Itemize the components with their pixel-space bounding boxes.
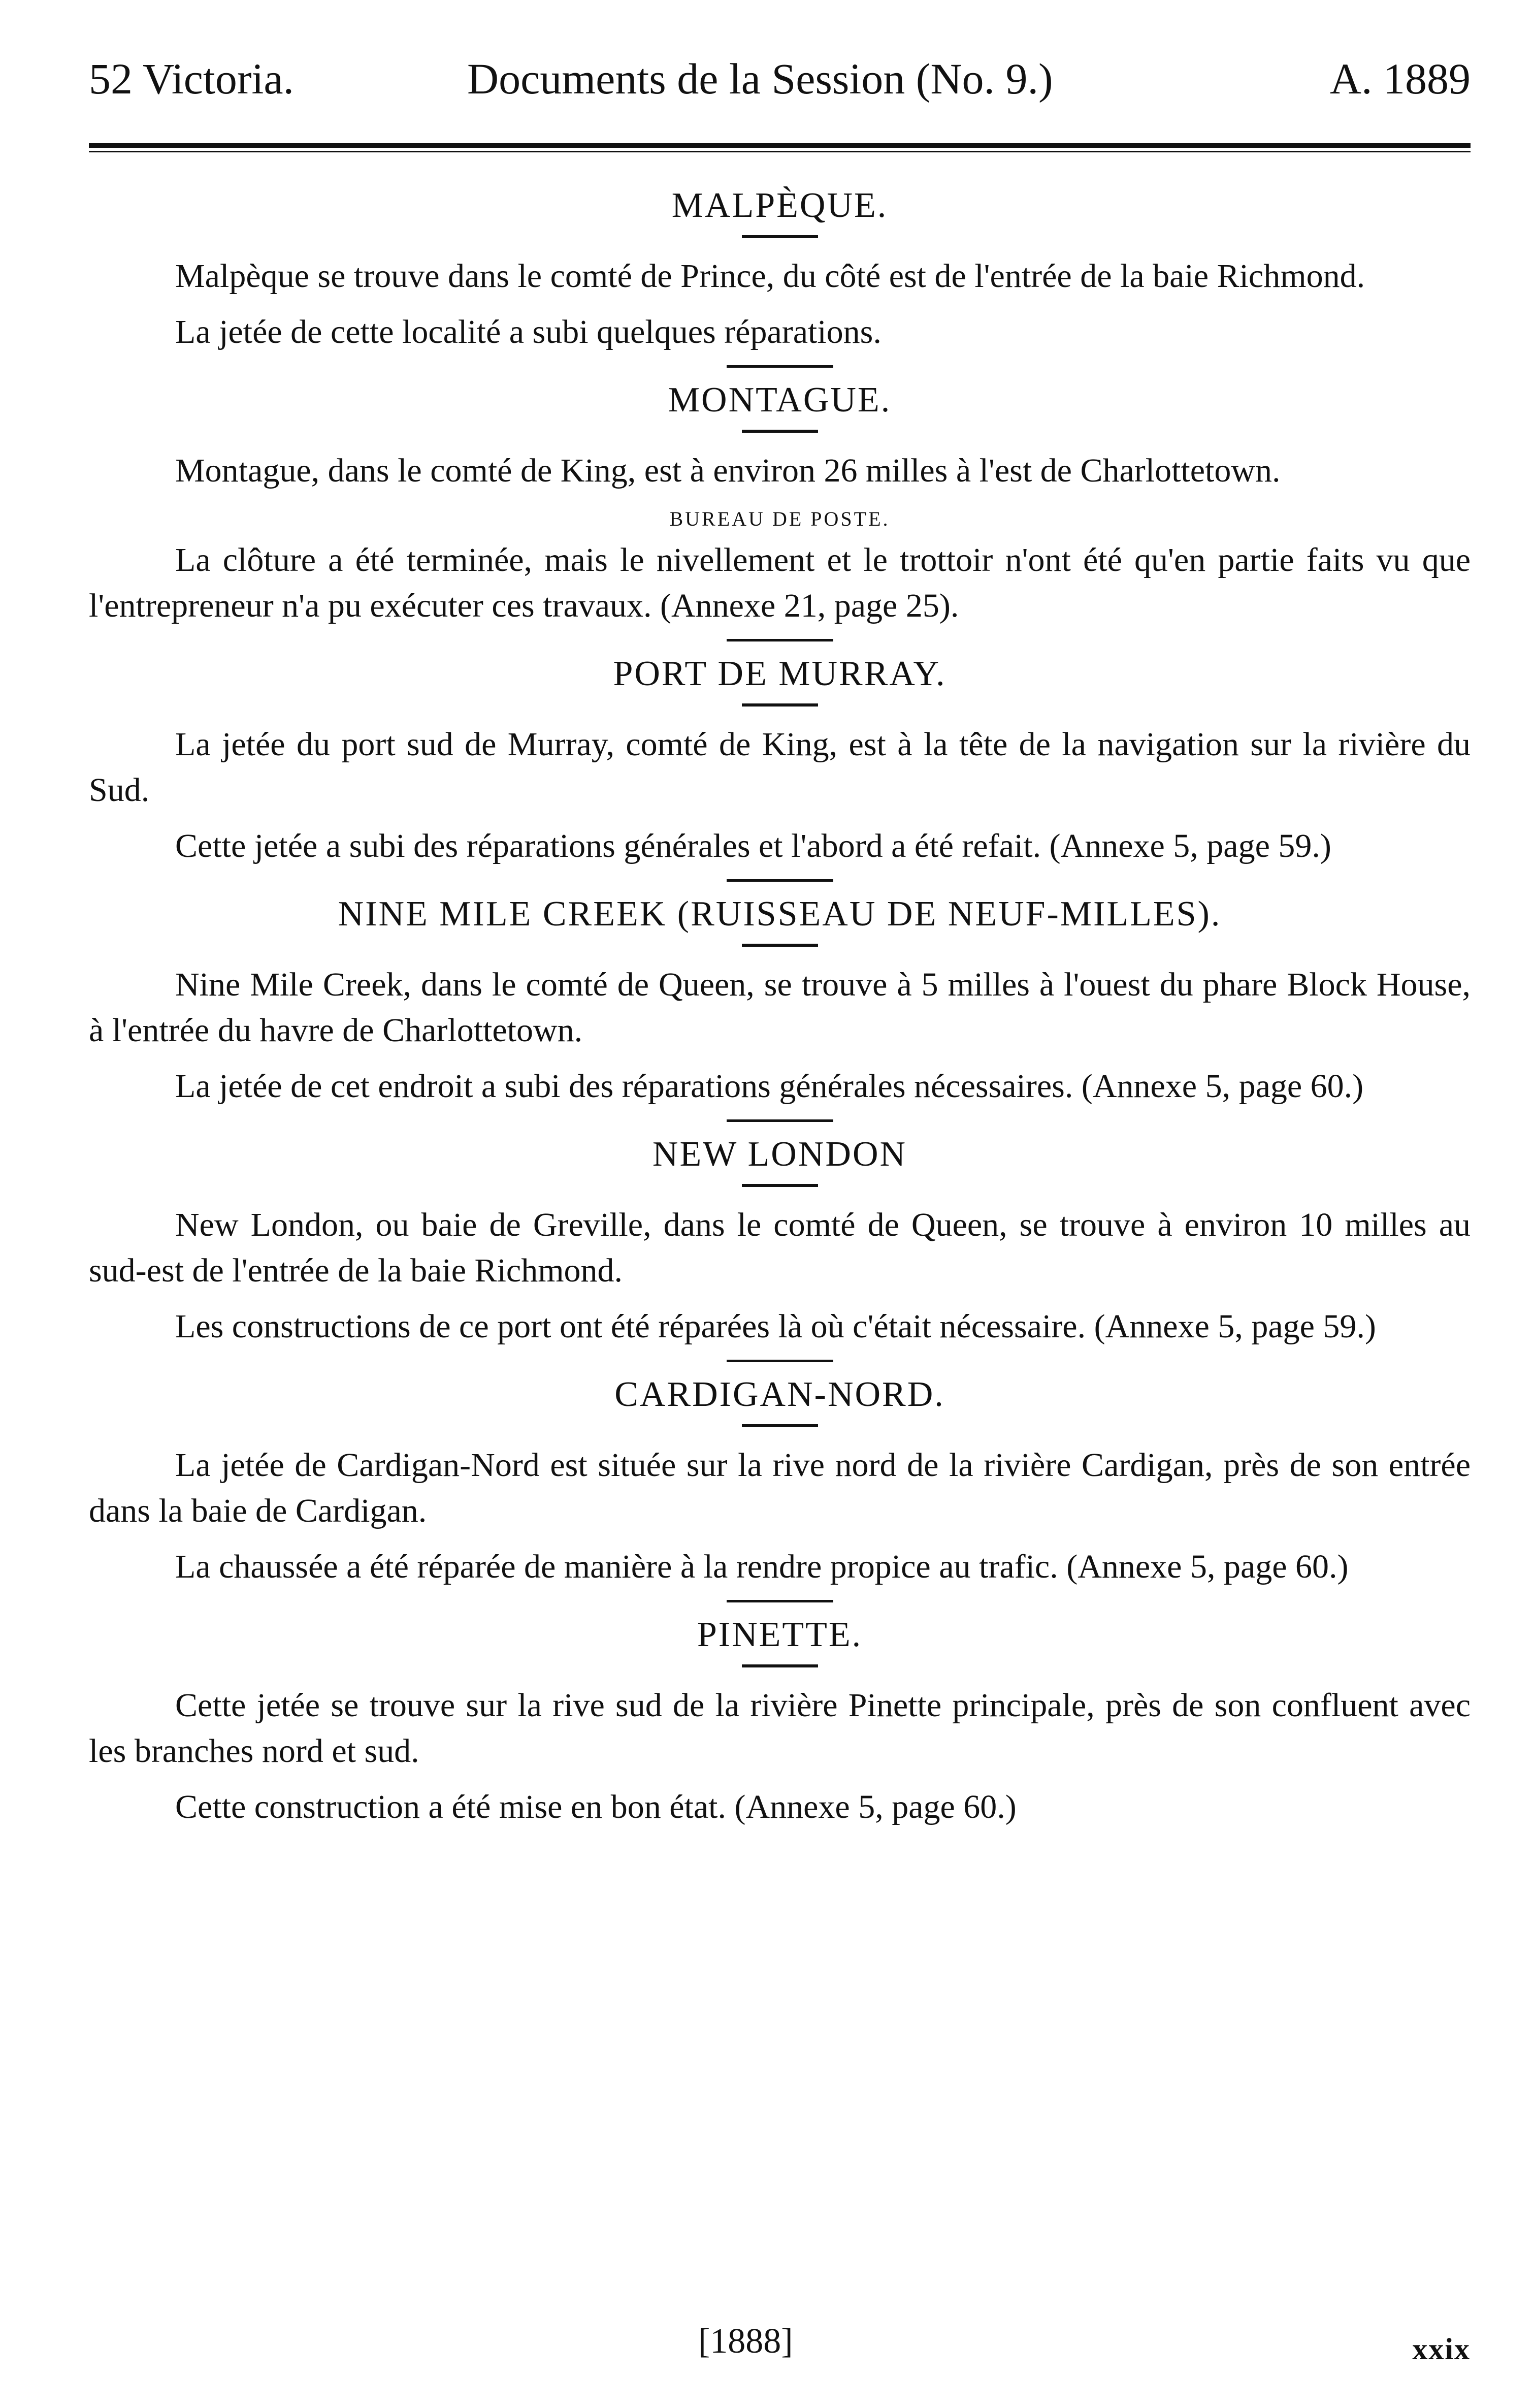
paragraph: Nine Mile Creek, dans le comté de Queen, se trouve à 5 milles à l'ouest du phare Block House, à l'entrée du havre de Charlottetown.: [89, 966, 1471, 1049]
paragraph: Montague, dans le comté de King, est à environ 26 milles à l'est de Charlottetown.: [175, 452, 1281, 489]
section-rule-top: [727, 639, 833, 641]
section-title: NEW LONDON: [652, 1135, 907, 1174]
running-head: [89, 53, 1471, 104]
subheading: BUREAU DE POSTE.: [669, 507, 890, 530]
section-title: MONTAGUE.: [668, 380, 892, 420]
section-rule: [742, 1184, 818, 1187]
header-year: A. 1889: [1329, 54, 1471, 103]
section-title: PORT DE MURRAY.: [613, 654, 946, 693]
paragraph: La jetée de cette localité a subi quelques réparations.: [175, 313, 882, 350]
section-rule-top: [727, 1119, 833, 1122]
section-title: CARDIGAN-NORD.: [614, 1375, 945, 1414]
section-montague: [89, 365, 1471, 629]
section-rule: [742, 944, 818, 947]
section-malpeque: [89, 180, 1471, 355]
section-rule: [742, 1424, 818, 1427]
section-rule-top: [727, 1360, 833, 1362]
paragraph: La jetée de cet endroit a subi des réparations générales nécessaires. (Annexe 5, page 60.): [175, 1068, 1364, 1105]
paragraph: La clôture a été terminée, mais le nivellement et le trottoir n'ont été qu'en partie faits vu que l'entrepreneur n'a pu exécuter ces travaux. (Annexe 21, page 25).: [89, 541, 1471, 624]
paragraph: Cette jetée se trouve sur la rive sud de la rivière Pinette principale, près de son confluent avec les branches nord et sud.: [89, 1687, 1471, 1770]
section-title: PINETTE.: [697, 1615, 863, 1654]
section-cardigan-nord: [89, 1360, 1471, 1590]
section-title: MALPÈQUE.: [671, 186, 888, 225]
paragraph: La chaussée a été réparée de manière à la rendre propice au trafic. (Annexe 5, page 60.): [175, 1548, 1349, 1585]
paragraph: La jetée du port sud de Murray, comté de King, est à la tête de la navigation sur la rivière du Sud.: [89, 726, 1471, 809]
page-footer: [89, 2319, 1471, 2369]
paragraph: La jetée de Cardigan-Nord est située sur la rive nord de la rivière Cardigan, près de son entrée dans la baie de Cardigan.: [89, 1447, 1471, 1529]
page-number: xxix: [1412, 2332, 1471, 2366]
header-rule: [89, 143, 1471, 152]
paragraph: New London, ou baie de Greville, dans le comté de Queen, se trouve à environ 10 milles au sud-est de l'entrée de la baie Richmond.: [89, 1206, 1471, 1289]
paragraph: Cette construction a été mise en bon état. (Annexe 5, page 60.): [175, 1788, 1017, 1825]
section-rule-top: [727, 1600, 833, 1602]
section-title: NINE MILE CREEK (RUISSEAU DE NEUF-MILLES).: [338, 894, 1222, 934]
paragraph: Malpèque se trouve dans le comté de Prince, du côté est de l'entrée de la baie Richmond.: [175, 258, 1365, 295]
section-rule: [742, 1664, 818, 1667]
section-rule: [742, 430, 818, 433]
paragraph: Les constructions de ce port ont été réparées là où c'était nécessaire. (Annexe 5, page 59.): [175, 1308, 1376, 1345]
section-rule-top: [727, 879, 833, 882]
section-rule: [742, 703, 818, 707]
document-body: [89, 180, 1471, 1840]
section-pinette: [89, 1600, 1471, 1830]
footer-year: [1888]: [698, 2322, 793, 2361]
section-rule-top: [727, 365, 833, 368]
section-new-london: [89, 1119, 1471, 1350]
section-port-de-murray: [89, 639, 1471, 869]
header-volume: 52 Victoria.: [89, 54, 295, 103]
paragraph: Cette jetée a subi des réparations générales et l'abord a été refait. (Annexe 5, page 59.): [175, 827, 1331, 864]
header-title: Documents de la Session (No. 9.): [467, 54, 1053, 103]
section-rule: [742, 235, 818, 238]
section-nine-mile-creek: [89, 879, 1471, 1109]
